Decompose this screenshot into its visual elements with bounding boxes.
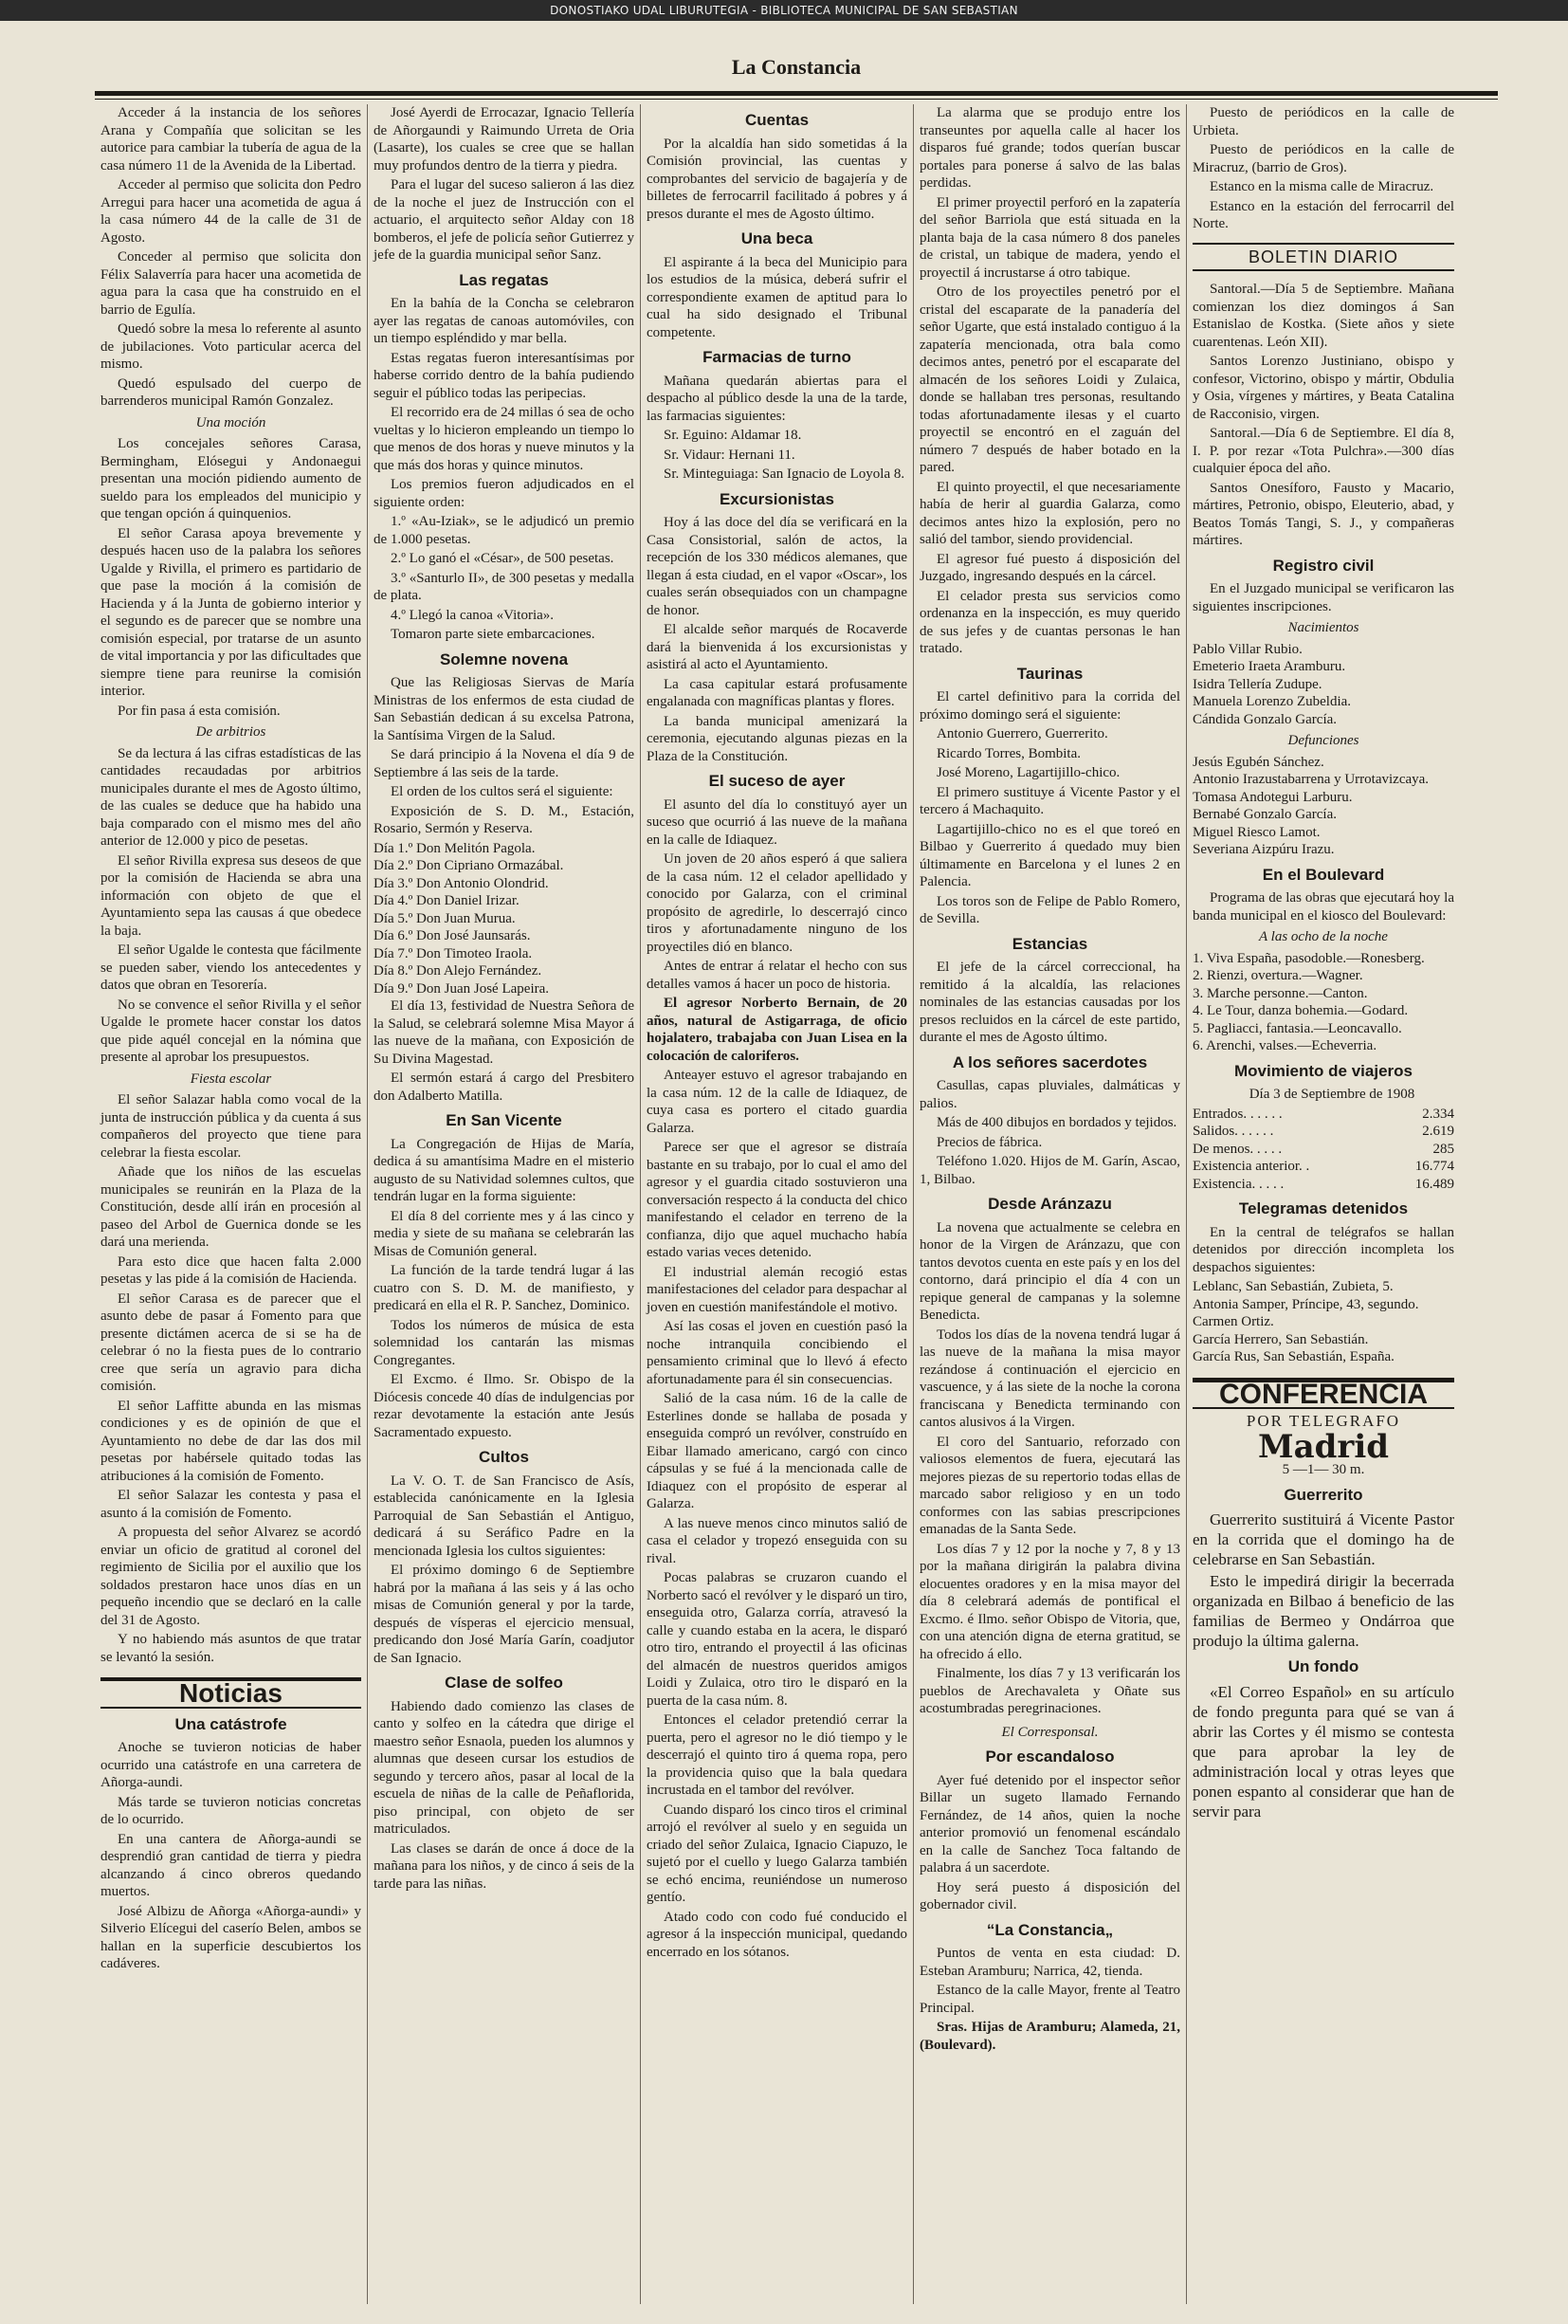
novena-day: Día 9.º Don Juan José Lapeira.: [374, 980, 550, 997]
paragraph: Estanco en la misma calle de Miracruz.: [1210, 179, 1434, 194]
paragraph: La casa capitular estará profusamente engalanada con magníficas plantas y flores.: [647, 676, 907, 709]
paragraph: Añade que los niños de las escuelas municipales se reunirán en la Plaza de la Constitución, desde allí irán en procesión al paseo del Arbol de Guernica donde se les dará una merienda.: [100, 1164, 361, 1250]
program-item: 3. Marche personne.—Canton.: [1193, 985, 1368, 1001]
paragraph: El industrial alemán recogió estas manifestaciones del celador para despachar al joven en cuestión manifestándole el motivo.: [647, 1264, 907, 1315]
paragraph: Para esto dice que hacen falta 2.000 pesetas y las pide á la comisión de Hacienda.: [100, 1253, 361, 1287]
article-heading: Clase de solfeo: [445, 1674, 563, 1692]
paragraph: Santoral.—Día 6 de Septiembre. El día 8, I. P. por rezar «Tota Pulchra».—300 días cualquier época del año.: [1193, 426, 1454, 476]
paragraph: Un joven de 20 años esperó á que saliera de la casa núm. 12 el celador apellidado y conocido por Galarza, con el criminal propósito de agredirle, lo descerrajó cinco tiros y afortunadamente ninguno de los proyectiles dió en blanco.: [647, 851, 907, 955]
paragraph: Habiendo dado comienzo las clases de canto y solfeo en la cátedra que dirige el maestro señor Esnaola, pueden los alumnos y alumnas que deseen cursar los estudios de segundo y tercero años, pasar al local de la escuela de niñas de la calle de Peñaflorida, piso principal, con objeto de ser matriculados.: [374, 1698, 634, 1837]
paragraph: El celador presta sus servicios como ordenanza en la inspección, es muy querido de sus jefes y de cuantas personas le han tratado.: [920, 588, 1180, 656]
paragraph: Programa de las obras que ejecutará hoy la banda municipal en el kiosco del Boulevard:: [1193, 890, 1454, 924]
article-heading: “La Constancia„: [986, 1920, 1114, 1939]
boletin-diario-heading: BOLETIN DIARIO: [1193, 243, 1454, 272]
article-heading: Cultos: [479, 1448, 529, 1466]
stat-row: [1193, 1123, 1454, 1141]
paragraph: Salió de la casa núm. 16 de la calle de Esterlines donde se hallaba de posada y enseguida compró un revólver, construído en Eibar llamado americano, cargó con cinco cápsulas y se fué á la mencionada calle de Idiaquez con el propósito de esperar al Galarza.: [647, 1391, 907, 1511]
paragraph: Los premios fueron adjudicados en el siguiente orden:: [374, 477, 634, 510]
stat-label: Salidos. . . . . .: [1193, 1124, 1274, 1139]
stat-row: [1193, 1141, 1454, 1159]
subheading: De arbitrios: [195, 724, 266, 740]
novena-day: Día 7.º Don Timoteo Iraola.: [374, 945, 533, 961]
paragraph: El Excmo. é Ilmo. Sr. Obispo de la Diócesis concede 40 días de indulgencias por rezar devotamente la estación ante Jesús Sacramentado expuesto.: [374, 1372, 634, 1440]
paragraph: El señor Laffitte abunda en las mismas condiciones y es de opinión de que el Ayuntamiento no debe de dar las dos mil pesetas por habérsele quitado todas las atribuciones á la comisión de Fomento.: [100, 1398, 361, 1484]
paragraph: No se convence el señor Rivilla y el señor Ugalde le promete hacer constar los datos que pide aquél concejal en la nómina que presente al aprobar los presupuestos.: [100, 997, 361, 1065]
telegram-entry: García Rus, San Sebastián, España.: [1193, 1349, 1395, 1364]
novena-day: Día 5.º Don Juan Murua.: [374, 910, 516, 926]
paragraph: Puesto de periódicos en la calle de Miracruz, (barrio de Gros).: [1193, 142, 1454, 175]
paragraph: Tomaron parte siete embarcaciones.: [391, 627, 595, 642]
paragraph: Teléfono 1.020. Hijos de M. Garín, Ascao, 1, Bilbao.: [920, 1154, 1180, 1187]
article-heading: Una beca: [740, 229, 813, 247]
paragraph: Conceder al permiso que solicita don Félix Salaverría para hacer una acometida de agua para la casa que ha construido en el barrio de Egulía.: [100, 249, 361, 318]
paragraph: A propuesta del señor Alvarez se acordó enviar un oficio de gratitud al coronel del regimiento de Sicilia por el auxilio que los soldados prestaron hace unos días en un pequeño incendio que se declaró en la calle del 31 de Agosto.: [100, 1525, 361, 1628]
death-entry: Antonio Irazustabarrena y Urrotavizcaya.: [1193, 772, 1430, 787]
paragraph: Quedó sobre la mesa lo referente al asunto de jubilaciones. Voto particular acerca del mismo.: [100, 321, 361, 372]
article-heading: Cuentas: [744, 111, 810, 129]
paragraph: Estas regatas fueron interesantísimas por haberse corrido dentro de la bahía pudiendo seguir el público todas las peripecias.: [374, 350, 634, 401]
paragraph: En la bahía de la Concha se celebraron ayer las regatas de canoas automóviles, con un tiempo espléndido y mar bella.: [374, 296, 634, 346]
paragraph: Ayer fué detenido por el inspector señor Billar un sugeto llamado Fernando Fernández, de 14 años, quien la noche anterior promovió un fenomenal escándalo en la calle de Sanchez Toca faltando de palabra á un sacerdote.: [920, 1772, 1180, 1876]
article-heading: Las regatas: [459, 270, 549, 289]
paragraph: Estanco de la calle Mayor, frente al Teatro Principal.: [920, 1983, 1180, 2016]
masthead: La Constancia: [731, 55, 862, 79]
paragraph: Por fin pasa á esta comisión.: [118, 703, 281, 719]
paragraph: Casullas, capas pluviales, dalmáticas y palios.: [920, 1078, 1180, 1111]
column-5: [1187, 104, 1460, 2304]
paragraph: La V. O. T. de San Francisco de Asís, establecida canónicamente en la Iglesia Parroquial de San Sebastián el Antiguo, dedicará á su Seráfico Padre en la mencionada Iglesia los cultos siguientes:: [374, 1473, 634, 1559]
paragraph: Para el lugar del suceso salieron á las diez de la noche el juez de Instrucción con el actuario, el arquitecto señor Alday con 18 bomberos, el jefe de policía señor Gutierrez y jefe de la guardia municipal señor Sanz.: [374, 177, 634, 263]
paragraph: El coro del Santuario, reforzado con valiosos elementos de fuera, ejecutará las mejores piezas de su repertorio todas ellas de marcado sabor religioso y en un todo conformes con las sabias prescripciones emanadas de la Santa Sede.: [920, 1434, 1180, 1537]
paragraph: Se da lectura á las cifras estadísticas de las cantidades recaudadas por arbitrios municipales durante el mes de Agosto último, de las cuales se deduce que ha habido una baja comparado con el mismo mes del año anterior de 12.000 y pico de pesetas.: [100, 745, 361, 849]
paragraph: Otro de los proyectiles penetró por el cristal del escaparate de la panadería del señor Ugarte, que está instalado contiguo á la zapatería mencionada, otra bala como decimos antes, penetró por el escaparate del almacén de los señores Loidi y Zulaica, donde se hallaban tres personas, resultando todas afortunadamente ilesas y el cuarto proyectil se encontró en el zaguán del número 7 después de haber botado en la pared.: [920, 284, 1180, 475]
paragraph: El día 8 del corriente mes y á las cinco y media y siete de su mañana se celebrarán las Misas de Comunión general.: [374, 1208, 634, 1259]
paragraph: Día 3 de Septiembre de 1908: [1249, 1087, 1415, 1102]
bullfighter-item: Antonio Guerrero, Guerrerito.: [937, 726, 1108, 741]
paragraph: Esto le impedirá dirigir la becerrada organizada en Bilbao á beneficio de las familias de Bermeo y Ondárroa que produjo la última galerna.: [1193, 1572, 1454, 1650]
death-entry: Miguel Riesco Lamot.: [1193, 824, 1321, 840]
program-item: 2. Rienzi, overtura.—Wagner.: [1193, 968, 1363, 983]
paragraph: El agresor fué puesto á disposición del Juzgado, ingresando después en la cárcel.: [920, 551, 1180, 584]
article-heading: Solemne novena: [439, 650, 569, 668]
article-heading: Movimiento de viajeros: [1234, 1061, 1413, 1080]
telegrafo-subheading: POR TELEGRAFO: [1246, 1412, 1401, 1430]
column-1: [95, 104, 368, 2304]
paragraph: El cartel definitivo para la corrida del próximo domingo será el siguiente:: [920, 689, 1180, 723]
program-item: 6. Arenchi, valses.—Echeverria.: [1193, 1038, 1377, 1053]
birth-entry: Isidra Tellería Zudupe.: [1193, 676, 1322, 692]
paragraph: El quinto proyectil, el que necesariamente había de herir al guardia Galarza, como decimos antes hizo la explosión, pero no salió del tambor, siendo providencial.: [920, 479, 1180, 547]
program-item: 5. Pagliacci, fantasia.—Leoncavallo.: [1193, 1020, 1402, 1036]
stat-row: [1193, 1176, 1454, 1194]
pharmacy-item: Sr. Minteguiaga: San Ignacio de Loyola 8.: [664, 467, 905, 482]
paragraph: Todos los días de la novena tendrá lugar á las nueve de la mañana la misa mayor rezándose á continuación el ejercicio en vascuence, y á las siete de la noche la corona franciscana y Benedicta terminando con cantos alusivos á la Virgen.: [920, 1327, 1180, 1430]
paragraph: José Ayerdi de Errocazar, Ignacio Tellería de Añorgaundi y Raimundo Urreta de Oria (Lasarte), los cuales se cree que se hallan muy profundos dentro de la tierra y piedra.: [374, 105, 634, 174]
prize-item: 4.º Llegó la canoa «Vitoria».: [391, 607, 555, 623]
paragraph: Hoy será puesto á disposición del gobernador civil.: [920, 1879, 1180, 1912]
paragraph: Puntos de venta en esta ciudad: D. Esteban Aramburu; Narrica, 42, tienda.: [920, 1946, 1180, 1979]
paragraph: El señor Salazar les contesta y pasa el asunto á la comisión de Fomento.: [100, 1488, 361, 1521]
prize-item: 2.º Lo ganó el «César», de 500 pesetas.: [391, 551, 614, 566]
pharmacy-item: Sr. Vidaur: Hernani 11.: [664, 447, 795, 463]
newspaper-columns: [95, 104, 1498, 2304]
column-3: [641, 104, 914, 2304]
paragraph: El señor Ugalde le contesta que fácilmente se pueden saber, viendo los antecedentes y datos que obran en Tesorería.: [100, 942, 361, 993]
library-bar: DONOSTIAKO UDAL LIBURUTEGIA - BIBLIOTECA MUNICIPAL DE SAN SEBASTIAN: [0, 0, 1568, 21]
bullfighter-item: Ricardo Torres, Bombita.: [937, 745, 1081, 761]
madrid-heading: Madrid: [1257, 1427, 1390, 1466]
birth-entry: Manuela Lorenzo Zubeldia.: [1193, 694, 1352, 709]
article-heading: Guerrerito: [1284, 1485, 1363, 1504]
paragraph: La alarma que se produjo entre los transeuntes por aquella calle al hacer los disparos fué grande; todos querían buscar portales para ponerse á salvo de las balas perdidas.: [920, 105, 1180, 191]
novena-day: Día 8.º Don Alejo Fernández.: [374, 963, 542, 979]
paragraph: Más tarde se tuvieron noticias concretas de lo ocurrido.: [100, 1794, 361, 1827]
paragraph: Santos Lorenzo Justiniano, obispo y confesor, Victorino, obispo y mártir, Obdulia y Osia, vírgenes y mártires, y Beata Catalina de Racconisio, virgen.: [1193, 354, 1454, 422]
paragraph: Lagartijillo-chico no es el que toreó en Bilbao y Guerrerito á quedado muy bien últimamente en Barcelona y el lunes 2 en Palencia.: [920, 821, 1180, 889]
article-heading: Estancias: [1012, 934, 1088, 953]
article-heading: Excursionistas: [720, 489, 834, 508]
article-heading: Una catástrofe: [174, 1714, 287, 1733]
conferencia-heading: CONFERENCIA: [1193, 1378, 1454, 1410]
paragraph: La novena que actualmente se celebra en honor de la Virgen de Aránzazu, que con tantos devotos cuenta en este país y en los del contorno, dará principio el día 4 con un repique general de campanas y la solemne Benedicta.: [920, 1219, 1180, 1323]
program-item: 4. Le Tour, danza bohemia.—Godard.: [1193, 1003, 1409, 1018]
paragraph: Así las cosas el joven en cuestión pasó la noche intranquila concibiendo el pensamiento criminal que lo llevó á efecto afortunadamente para él sin consecuencias.: [647, 1319, 907, 1387]
header-rule-thin: [95, 99, 1498, 100]
paragraph: Los días 7 y 12 por la noche y 7, 8 y 13 por la mañana dirigirán la palabra divina elocuentes oradores y en la misa mayor del día 8 celebrará además de pontifical el Excmo. é Ilmo. señor Obispo de Vitoria, que, con una atención digna de eterna gratitud, se ha ofrecido á ello.: [920, 1541, 1180, 1662]
stat-value: 285: [1432, 1141, 1454, 1157]
paragraph: La Congregación de Hijas de María, dedica á su amantísima Madre en el misterio augusto de su Natividad solemnes cultos, que tendrán lugar en la forma siguiente:: [374, 1136, 634, 1204]
article-heading: Registro civil: [1272, 556, 1375, 575]
subheading: Nacimientos: [1287, 620, 1359, 635]
paragraph: Puesto de periódicos en la calle de Urbieta.: [1193, 105, 1454, 138]
paragraph: Más de 400 dibujos en bordados y tejidos.: [937, 1115, 1177, 1130]
paragraph: Los concejales señores Carasa, Bermingham, Elósegui y Andonaegui presentan una moción pidiendo aumento de sueldo para los empleados del municipio y que tengan opción á quinquenios.: [100, 436, 361, 522]
program-item: 1. Viva España, pasodoble.—Ronesberg.: [1193, 950, 1425, 966]
novena-day: Día 6.º Don José Jaunsarás.: [374, 928, 531, 943]
paragraph: A las nueve menos cinco minutos salió de casa el celador y tropezó enseguida con su rival.: [647, 1515, 907, 1566]
article-heading: En San Vicente: [446, 1111, 562, 1129]
novena-day: Día 4.º Don Daniel Irizar.: [374, 893, 520, 908]
subheading: A las ocho de la noche: [1259, 929, 1388, 944]
article-heading: Farmacias de turno: [702, 348, 851, 366]
death-entry: Jesús Egubén Sánchez.: [1193, 754, 1324, 770]
death-entry: Bernabé Gonzalo García.: [1193, 807, 1338, 822]
stat-row: [1193, 1106, 1454, 1124]
telegram-entry: Leblanc, San Sebastián, Zubieta, 5.: [1193, 1279, 1394, 1294]
paragraph: Atado codo con codo fué conducido el agresor á la inspección municipal, quedando encerrado en los sótanos.: [647, 1909, 907, 1960]
bullfighter-item: José Moreno, Lagartijillo-chico.: [937, 765, 1121, 780]
paragraph: El próximo domingo 6 de Septiembre habrá por la mañana á las seis y á las ocho misas de Comunión general y por la tarde, después de vísperas el ejercicio mensual, predicando don José María Garín, coadjutor de San Ignacio.: [374, 1563, 634, 1666]
paragraph: La banda municipal amenizará la ceremonia, ejecutando algunas piezas en la Plaza de la Constitución.: [647, 713, 907, 764]
birth-entry: Pablo Villar Rubio.: [1193, 641, 1303, 657]
stat-label: Entrados. . . . . .: [1193, 1106, 1283, 1122]
paragraph: Sras. Hijas de Aramburu; Alameda, 21, (Boulevard).: [920, 2020, 1180, 2053]
paragraph: El agresor Norberto Bernain, de 20 años, natural de Astigarraga, de oficio hojalatero, trabajaba con Juan Lisea en la colocación de caloriferos.: [647, 996, 907, 1064]
stat-label: Existencia. . . . .: [1193, 1176, 1285, 1192]
paragraph: Los toros son de Felipe de Pablo Romero, de Sevilla.: [920, 893, 1180, 926]
paragraph: Las clases se darán de once á doce de la mañana para los niños, y de cinco á seis de la tarde para las niñas.: [374, 1840, 634, 1892]
subheading: Una moción: [195, 414, 266, 430]
paragraph: El orden de los cultos será el siguiente:: [391, 784, 613, 799]
paragraph: El día 13, festividad de Nuestra Señora de la Salud, se celebrará solemne Misa Mayor á las nueve de la mañana, con Exposición de Su Divina Magestad.: [374, 998, 634, 1067]
paragraph: En la central de telégrafos se hallan detenidos por dirección incompleta los despachos siguientes:: [1193, 1224, 1454, 1275]
death-entry: Tomasa Andotegui Larburu.: [1193, 789, 1353, 805]
article-heading: Desde Aránzazu: [988, 1195, 1112, 1213]
paragraph: Entonces el celador pretendió cerrar la puerta, pero el agresor no le dió tiempo y le descerrajó el quinto tiro á quema ropa, pero la providencia quiso que la bala quedara incrustada en el tambor del revólver.: [647, 1712, 907, 1798]
novena-day: Día 1.º Don Melitón Pagola.: [374, 840, 536, 856]
paragraph: El señor Carasa apoya brevemente y después hacen uso de la palabra los señores Ugalde y Rivilla, el primero es partidario de que pase la moción á la comisión de Hacienda y á la Junta de gobierno interior y el segundo es de parecer que se nombre una comisión especial, por tratarse de un asunto de vital importancia y por las dificultades que siempre tiene para reunirse la comisión interior.: [100, 525, 361, 699]
novena-day: Día 2.º Don Cipriano Ormazábal.: [374, 858, 564, 873]
article-heading: Taurinas: [1016, 664, 1084, 683]
telegram-entry: Antonia Samper, Príncipe, 43, segundo.: [1193, 1296, 1419, 1312]
paragraph: Parece ser que el agresor se distraía bastante en su trabajo, por lo cual el amo del agresor y el guardia citado sostuvieron una conversación respecto á la conducta del chico manifestando el celador en terreno de la confianza, dijo que aquel muchacho había estado varias veces detenido.: [647, 1140, 907, 1260]
paragraph: Antes de entrar á relatar el hecho con sus detalles vamos á hacer un poco de historia.: [647, 959, 907, 992]
prize-item: 3.º «Santurlo II», de 300 pesetas y medalla de plata.: [374, 570, 634, 603]
paragraph: El aspirante á la beca del Municipio para los estudios de la música, deberá sufrir el correspondiente examen de aptitud para lo cual ha sido designado el Tribunal competente.: [647, 254, 907, 340]
paragraph: Anteayer estuvo el agresor trabajando en la casa núm. 12 de la calle de Idiaquez, de cuya casa es portero el citado guardia Galarza.: [647, 1068, 907, 1136]
paragraph: Y no habiendo más asuntos de que tratar se levantó la sesión.: [100, 1632, 361, 1665]
paragraph: El jefe de la cárcel correccional, ha remitido á la alcaldía, las relaciones nominales de las estancias causadas por los presos recluidos en la cárcel de este partido, durante el mes de Agosto último.: [920, 960, 1180, 1045]
paragraph: Exposición de S. D. M., Estación, Rosario, Sermón y Reserva.: [374, 803, 634, 836]
paragraph: El primero sustituye á Vicente Pastor y el tercero á Machaquito.: [920, 784, 1180, 817]
column-4: [914, 104, 1187, 2304]
paragraph: Cuando disparó los cinco tiros el criminal arrojó el revólver al suelo y en seguida un criado del señor Zulaica, Ignacio Ciapuzo, le sujetó por el cuello y luego Galarza también se echó encima, reuniéndose un numeroso gentío.: [647, 1802, 907, 1905]
paragraph: Se dará principio á la Novena el día 9 de Septiembre á las seis de la tarde.: [374, 747, 634, 780]
stat-value: 2.619: [1422, 1124, 1454, 1139]
article-heading: Por escandaloso: [985, 1748, 1115, 1766]
paragraph: José Albizu de Añorga «Añorga-aundi» y Silverio Elícegui del caserío Belen, ambos se hallan en la superficie descubiertos los cadáveres.: [100, 1903, 361, 1971]
paragraph: El alcalde señor marqués de Rocaverde dará la bienvenida á los excursionistas y asistirá al acto el Ayuntamiento.: [647, 622, 907, 672]
paragraph: El señor Rivilla expresa sus deseos de que por la comisión de Hacienda se abra una información con objeto de que el Ayuntamiento sepa las causas á que obedece la baja.: [100, 852, 361, 939]
paragraph: Quedó espulsado del cuerpo de barrenderos municipal Ramón Gonzalez.: [100, 375, 361, 409]
birth-entry: Emeterio Iraeta Aramburu.: [1193, 659, 1346, 674]
paragraph: Santoral.—Día 5 de Septiembre. Mañana comienzan los diez domingos á San Estanislao de Kostka. (Siete años y siete cuarentenas. León XII).: [1193, 282, 1454, 350]
stat-label: Existencia anterior. .: [1193, 1159, 1310, 1174]
traveler-stats: [1193, 1106, 1454, 1194]
stat-row: [1193, 1158, 1454, 1176]
stat-value: 16.774: [1414, 1159, 1454, 1174]
paragraph: «El Correo Español» en su artículo de fondo pregunta para qué se van á abrir las Cortes y él mismo se contesta que para aprobar la ley de administración local y otras leyes que ponen espanto al considerar que han de servir para: [1193, 1682, 1454, 1821]
paragraph: Guerrerito sustituirá á Vicente Pastor en la corrida que el domingo ha de celebrarse en San Sebastián.: [1193, 1510, 1454, 1568]
paragraph: Santos Onesíforo, Fausto y Macario, mártires, Petronio, obispo, Eleuterio, abad, y Beatos Tomás Tangi, S. J., y compañeras mártires.: [1193, 480, 1454, 548]
subheading: Fiesta escolar: [190, 1071, 272, 1087]
signature: El Corresponsal.: [1001, 1724, 1099, 1740]
article-heading: En el Boulevard: [1262, 865, 1385, 884]
header-rule: [95, 91, 1498, 96]
paragraph: Todos los números de música de esta solemnidad los cantarán las mismas Congregantes.: [374, 1317, 634, 1368]
paragraph: El señor Carasa es de parecer que el asunto debe de pasar á Fomento para que presente dictámen acerca de si se ha de celebrar ó no la fiesta pues de lo contrario cree que sería un agravio para dicha comisión.: [100, 1290, 361, 1394]
stat-value: 16.489: [1414, 1176, 1454, 1192]
paragraph: Pocas palabras se cruzaron cuando el Norberto sacó el revólver y le disparó un tiro, enseguida otro, Galarza corría, atravesó la calle y cuando estaba en la acera, le disparó otro tiro, entrando el proyectil á las oficinas del almacén de nuestros queridos amigos Loidi y Zulaica, otro tiro le disparó en la puerta de la casa núm. 8.: [647, 1570, 907, 1709]
article-heading: El suceso de ayer: [708, 772, 846, 790]
prize-item: 1.º «Au-Iziak», se le adjudicó un premio de 1.000 pesetas.: [374, 514, 634, 547]
paragraph: Por la alcaldía han sido sometidas á la Comisión provincial, las cuentas y comprobantes del servicio de bagajería y de billetes de ferrocarril facilitado á pobres y á presos durante el mes de Agosto último.: [647, 136, 907, 222]
paragraph: El sermón estará á cargo del Presbitero don Adalberto Matilla.: [374, 1071, 634, 1104]
telegram-entry: García Herrero, San Sebastián.: [1193, 1331, 1369, 1347]
paragraph: Precios de fábrica.: [937, 1134, 1043, 1150]
paragraph: Hoy á las doce del día se verificará en la Casa Consistorial, salón de actos, la recepción de los 330 médicos alemanes, que llegan á esta ciudad, en el vapor «Oscar», los cuales serán obsequiados con un champagne de honor.: [647, 515, 907, 618]
subheading: Defunciones: [1287, 733, 1359, 748]
paragraph: El recorrido era de 24 millas ó sea de ocho vueltas y lo hicieron empleando un tiempo lo que menos de dos horas y nueve minutos y la que más dos horas y quince minutos.: [374, 405, 634, 473]
paragraph: Acceder al permiso que solicita don Pedro Arregui para hacer una acometida de agua á la casa número 44 de la calle de 31 de Agosto.: [100, 177, 361, 246]
telegram-entry: Carmen Ortiz.: [1193, 1314, 1274, 1329]
pharmacy-item: Sr. Eguino: Aldamar 18.: [664, 428, 802, 443]
dispatch-time: 5 —1— 30 m.: [1282, 1462, 1365, 1477]
death-entry: Severiana Aizpúru Irazu.: [1193, 842, 1335, 857]
paragraph: Finalmente, los días 7 y 13 verificarán los pueblos de Arechavaleta y Oñate sus acostumbradas peregrinaciones.: [920, 1666, 1180, 1716]
birth-entry: Cándida Gonzalo García.: [1193, 711, 1338, 727]
paragraph: El asunto del día lo constituyó ayer un suceso que ocurrió á las nueve de la mañana en la calle de Idiaquez.: [647, 796, 907, 848]
paragraph: Estanco en la estación del ferrocarril del Norte.: [1193, 198, 1454, 231]
paragraph: Mañana quedarán abiertas para el despacho al público desde la una de la tarde, las farmacias siguientes:: [647, 373, 907, 424]
paragraph: Acceder á la instancia de los señores Arana y Compañía que solicitan se les autorice para cambiar la tubería de agua de la casa número 11 de la Avenida de la Libertad.: [100, 105, 361, 174]
paragraph: En el Juzgado municipal se verificaron las siguientes inscripciones.: [1193, 581, 1454, 614]
stat-label: De menos. . . . .: [1193, 1141, 1283, 1157]
section-noticias: Noticias: [100, 1677, 361, 1709]
paragraph: En una cantera de Añorga-aundi se desprendió gran cantidad de tierra y piedra alcanzando á cinco obreros quedando muertos.: [100, 1831, 361, 1899]
paragraph: Que las Religiosas Siervas de María Ministras de los enfermos de esta ciudad de San Sebastián dedican á su excelsa Patrona, la Santísima Virgen de la Salud.: [374, 675, 634, 743]
novena-day: Día 3.º Don Antonio Olondrid.: [374, 875, 549, 891]
article-heading: A los señores sacerdotes: [952, 1052, 1148, 1071]
paragraph: Anoche se tuvieron noticias de haber ocurrido una catástrofe en una carretera de Añorga-aundi.: [100, 1740, 361, 1790]
paragraph: El primer proyectil perforó en la zapatería del señor Barriola que está situada en la planta baja de la casa número 8 dos paneles de cristal, un tabique de madera, yendo el proyectil á incrustarse á otro tabique.: [920, 194, 1180, 281]
column-2: [368, 104, 641, 2304]
article-heading: Telegramas detenidos: [1238, 1199, 1409, 1217]
stat-value: 2.334: [1422, 1106, 1454, 1122]
paragraph: El señor Salazar habla como vocal de la junta de instrucción pública y da cuenta á sus compañeros del proyecto que tiene para celebrar la fiesta escolar.: [100, 1092, 361, 1161]
article-heading: Un fondo: [1287, 1657, 1359, 1675]
paragraph: La función de la tarde tendrá lugar á las cuatro con S. D. M. de manifiesto, y predicará en ella el R. P. Sanchez, Dominico.: [374, 1263, 634, 1313]
